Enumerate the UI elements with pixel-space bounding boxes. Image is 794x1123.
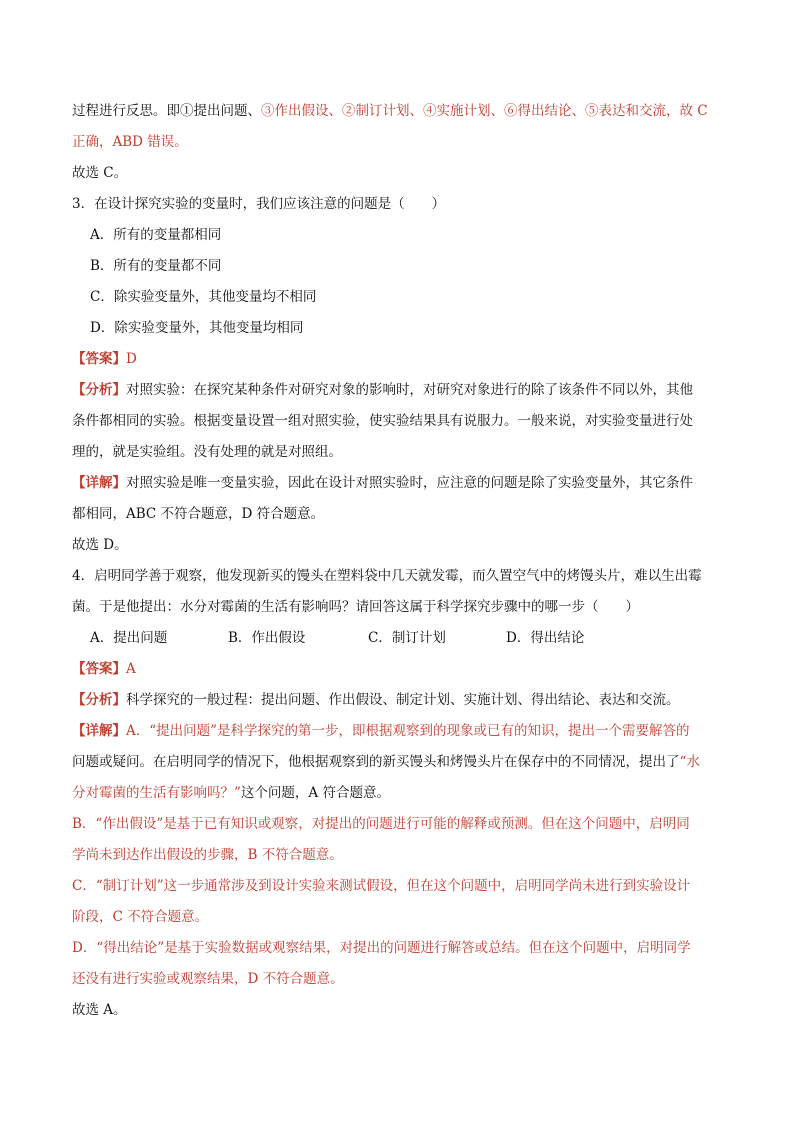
detail-text: A．“提出问题”是科学探究的第一步，即根据观察到的现象或已有的知识，提出一个需要解答的 bbox=[126, 723, 690, 739]
intro-line-1 bbox=[72, 96, 722, 127]
q4-detail-b-line-2: 学尚未到达作出假设的步骤，B 不符合题意。 bbox=[72, 847, 343, 863]
q4-detail-b-line-1: B．“作出假设”是基于已有知识或观察，对提出的问题进行可能的解释或预测。但在这个问题中，启明同 bbox=[72, 816, 690, 832]
document-page bbox=[72, 96, 722, 1026]
detail-text: 问题或疑问。在启明同学的情况下，他根据观察到的新买馒头和烤馒头片在保存中的不同情况，提出了 bbox=[72, 754, 680, 770]
detail-highlight: “水 bbox=[679, 754, 700, 770]
detail-tag: 【详解】 bbox=[72, 475, 126, 491]
q4-detail-line-3 bbox=[72, 778, 722, 809]
q3-option-d: D．除实验变量外，其他变量均相同 bbox=[90, 320, 304, 336]
q3-detail-line-1 bbox=[72, 468, 722, 499]
detail-highlight: 分对霉菌的生活有影响吗？” bbox=[72, 785, 241, 801]
q4-options bbox=[72, 623, 722, 654]
q4-analysis bbox=[72, 685, 722, 716]
q3-analysis-line-1 bbox=[72, 375, 722, 406]
q4-detail-c-line-1: C．“制订计划”这一步通常涉及到设计实验来测试假设，但在这个问题中，启明同学尚未进行到实验设计 bbox=[72, 878, 691, 894]
q4-answer bbox=[72, 654, 722, 685]
q4-detail-d-line-1: D．“得出结论”是基于实验数据或观察结果，对提出的问题进行解答或总结。但在这个问题中，启明同学 bbox=[72, 940, 691, 956]
q3-option-a: A．所有的变量都相同 bbox=[90, 227, 222, 243]
analysis-text: 科学探究的一般过程：提出问题、作出假设、制定计划、实施计划、得出结论、表达和交流。 bbox=[126, 692, 680, 708]
answer-tag: 【答案】 bbox=[72, 661, 126, 677]
answer-value: D bbox=[126, 351, 137, 367]
q3-conclusion: 故选 D。 bbox=[72, 537, 128, 553]
intro-text: 过程进行反思。即①提出问题、 bbox=[72, 103, 261, 119]
q4-conclusion: 故选 A。 bbox=[72, 1002, 127, 1018]
intro-highlight: ③作出假设、②制订计划、④实施计划、⑥得出结论、⑤表达和交流，故 C bbox=[261, 103, 708, 119]
analysis-text: 对照实验：在探究某种条件对研究对象的影响时，对研究对象进行的除了该条件不同以外，其他 bbox=[126, 382, 693, 398]
q4-detail-d-line-2: 还没有进行实验或观察结果，D 不符合题意。 bbox=[72, 971, 344, 987]
q3-option-b: B．所有的变量都不同 bbox=[90, 258, 222, 274]
analysis-tag: 【分析】 bbox=[72, 692, 126, 708]
intro-conclusion: 故选 C。 bbox=[72, 165, 128, 181]
q3-analysis-line-2: 条件都相同的实验。根据变量设置一组对照实验，使实验结果具有说服力。一般来说，对实验变量进行处 bbox=[72, 413, 693, 429]
q4-stem-line-2: 菌。于是他提出：水分对霉菌的生活有影响吗？请回答这属于科学探究步骤中的哪一步（ ） bbox=[72, 599, 639, 615]
detail-text: 对照实验是唯一变量实验，因此在设计对照实验时，应注意的问题是除了实验变量外，其它条件 bbox=[126, 475, 693, 491]
intro-line-2: 正确，ABD 错误。 bbox=[72, 134, 188, 150]
q3-answer bbox=[72, 344, 722, 375]
answer-tag: 【答案】 bbox=[72, 351, 126, 367]
q3-analysis-line-3: 理的，就是实验组。没有处理的就是对照组。 bbox=[72, 444, 342, 460]
q4-option-b: B．作出假设 bbox=[228, 630, 306, 646]
q4-detail-line-2 bbox=[72, 747, 722, 778]
detail-text: 这个问题，A 符合题意。 bbox=[240, 785, 390, 801]
q4-option-d: D．得出结论 bbox=[506, 630, 585, 646]
q4-detail-c-line-2: 阶段，C 不符合题意。 bbox=[72, 909, 209, 925]
q4-stem-line-1: 4．启明同学善于观察，他发现新买的馒头在塑料袋中几天就发霉，而久置空气中的烤馒头片，难以生出霉 bbox=[72, 568, 702, 584]
analysis-tag: 【分析】 bbox=[72, 382, 126, 398]
q4-detail-line-1 bbox=[72, 716, 722, 747]
q3-detail-line-2: 都相同，ABC 不符合题意，D 符合题意。 bbox=[72, 506, 325, 522]
detail-tag: 【详解】 bbox=[72, 723, 126, 739]
q4-option-c: C．制订计划 bbox=[368, 630, 446, 646]
answer-value: A bbox=[126, 661, 136, 677]
q3-option-c: C．除实验变量外，其他变量均不相同 bbox=[90, 289, 317, 305]
q4-option-a: A．提出问题 bbox=[90, 630, 168, 646]
q3-stem: 3．在设计探究实验的变量时，我们应该注意的问题是（ ） bbox=[72, 196, 446, 212]
